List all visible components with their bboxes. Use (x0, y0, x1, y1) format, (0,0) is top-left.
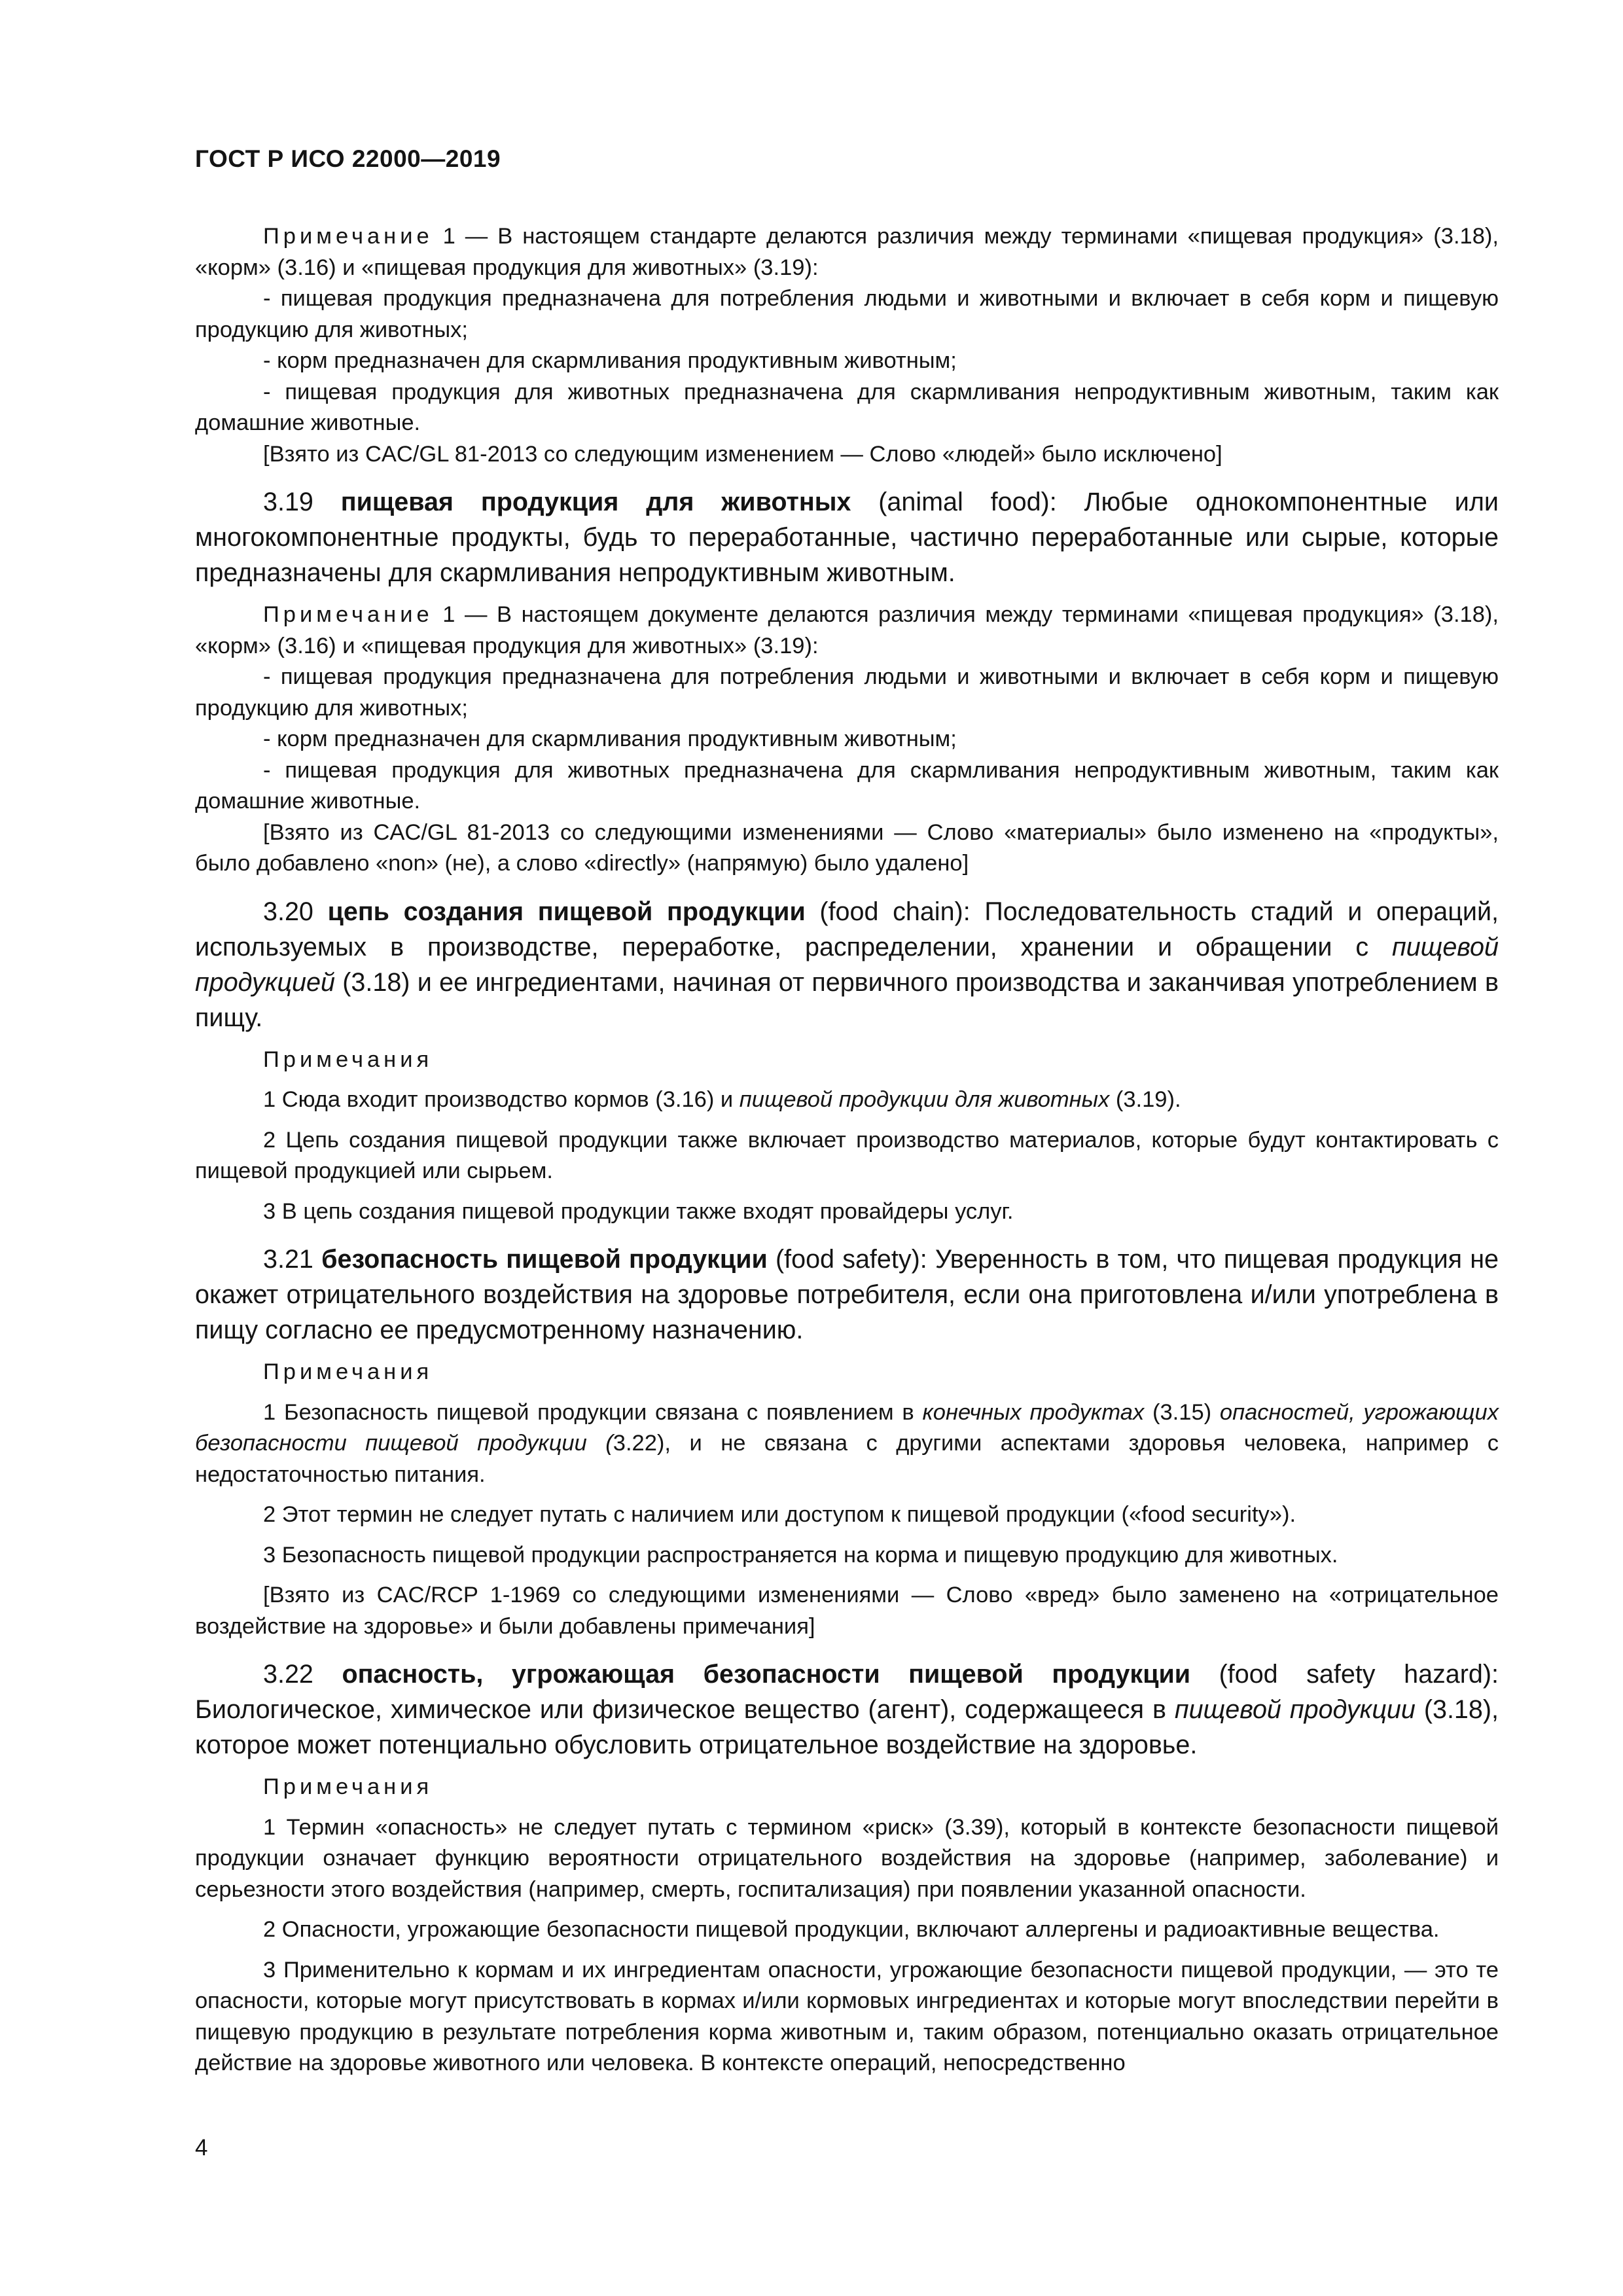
note-item: 3 Безопасность пищевой продукции распространяется на корма и пищевую продукцию для животных. (263, 1542, 1338, 1568)
note-bullet: - пищевая продукция предназначена для потребления людьми и животными и включает в себя корм и пищевую продукцию для животных; (195, 664, 1499, 721)
note-item: 3 Применительно к кормам и их ингредиентам опасности, угрожающие безопасности пищевой продукции, — это те опасности, которые могут присутствовать в кормах и/или кормовых ингредиентах и которые могут впоследствии перейти в пищевую продукцию в результате потребления корма животным и, таким образом, потенциально оказать отрицательное действие на здоровье животного или человека. В контексте операций, непосредственно (195, 1957, 1499, 2075)
term-english: (animal food) (878, 488, 1050, 516)
note-item: 3 В цепь создания пищевой продукции также входят провайдеры услуг. (263, 1198, 1014, 1224)
notes-header: Примечания (263, 1047, 433, 1072)
note-3-19 (195, 600, 1499, 880)
note-label: Примечание (263, 224, 433, 249)
note-item (195, 1085, 1499, 1116)
term-english: (food safety hazard) (1219, 1660, 1492, 1689)
note-text: 1 — В настоящем документе делаются различия между терминами «пищевая продукция» (3.18), «корм» (3.16) и «пищевая продукция для животных» (3.19): (195, 602, 1499, 658)
note-bullet: - корм предназначен для скармливания продуктивным животным; (263, 348, 957, 373)
note-paragraph (195, 221, 1499, 283)
note-item: 2 Этот термин не следует путать с наличием или доступом к пищевой продукции («food security»). (263, 1502, 1296, 1527)
note-text: 1 Безопасность пищевой продукции связана с появлением в (263, 1399, 923, 1425)
note-item (195, 1397, 1499, 1491)
term-reference: опасностей, угрожающих безопасности пищевой продукции ( (195, 1399, 1499, 1456)
notes-header: Примечания (263, 1774, 433, 1799)
note-item: 2 Цепь создания пищевой продукции также включает производство материалов, которые будут контактировать с пищевой продукцией или сырьем. (195, 1127, 1499, 1183)
term-english: (food chain) (819, 897, 963, 926)
note-text: (3.15) (1144, 1399, 1220, 1425)
term-number: 3.20 (263, 897, 313, 926)
term-title: безопасность пищевой продукции (321, 1245, 768, 1274)
term-title: опасность, угрожающая безопасности пищевой продукции (342, 1660, 1191, 1689)
note-text: 1 Сюда входит производство кормов (3.16) и (263, 1087, 740, 1112)
note-text: 1 — В настоящем стандарте делаются различия между терминами «пищевая продукция» (3.18), «корм» (3.16) и «пищевая продукция для животных» (3.19): (195, 224, 1499, 280)
term-reference: пищевой продукции для животных (739, 1087, 1110, 1112)
term-3-22 (195, 1657, 1499, 1763)
note-label: Примечание (263, 602, 433, 627)
term-number: 3.21 (263, 1245, 313, 1274)
term-3-20 (195, 894, 1499, 1035)
source-reference: [Взято из CAC/GL 81-2013 со следующими изменениями — Слово «материалы» было изменено на «продукты», было добавлено «non» (не), а слово «directly» (напрямую) было удалено] (195, 819, 1499, 876)
term-number: 3.22 (263, 1660, 313, 1689)
note-paragraph (195, 600, 1499, 662)
note-item: 2 Опасности, угрожающие безопасности пищевой продукции, включают аллергены и радиоактивные вещества. (263, 1917, 1440, 1942)
note-bullet: - пищевая продукция предназначена для потребления людьми и животными и включает в себя корм и пищевую продукцию для животных; (195, 286, 1499, 342)
term-definition: : Биологическое, химическое или физическое вещество (агент), содержащееся в (195, 1660, 1499, 1724)
page-number: 4 (195, 2135, 208, 2161)
source-reference: [Взято из CAC/GL 81-2013 со следующим изменением — Слово «людей» было исключено] (263, 441, 1222, 467)
note-text: 3.22), и не связана с другими аспектами здоровья человека, например с недостаточностью питания. (195, 1431, 1499, 1487)
document-body (195, 221, 1499, 2089)
term-english: (food safety) (775, 1245, 920, 1274)
note-text: (3.19). (1109, 1087, 1181, 1112)
term-reference: пищевой продукцией (195, 932, 1499, 997)
term-definition: : Последовательность стадий и операций, используемых в производстве, переработке, распределении, хранении и обращении с (195, 897, 1499, 961)
note-bullet: - пищевая продукция для животных предназначена для скармливания непродуктивным животным, таким как домашние животные. (195, 379, 1499, 435)
term-definition-end: (3.18), которое может потенциально обусловить отрицательное воздействие на здоровье. (195, 1695, 1499, 1759)
term-number: 3.19 (263, 488, 313, 516)
note-bullet: - корм предназначен для скармливания продуктивным животным; (263, 726, 957, 751)
term-definition-end: (3.18) и ее ингредиентами, начиная от первичного производства и заканчивая употреблением в пищу. (195, 967, 1499, 1032)
source-reference: [Взято из CAC/RCP 1-1969 со следующими изменениями — Слово «вред» было заменено на «отрицательное воздействие на здоровье» и были добавлены примечания] (195, 1583, 1499, 1639)
term-reference: конечных продуктах (922, 1399, 1145, 1425)
term-3-19 (195, 484, 1499, 590)
document-header: ГОСТ Р ИСО 22000—2019 (195, 145, 501, 172)
term-3-21 (195, 1242, 1499, 1348)
term-reference: пищевой продукции (1174, 1695, 1416, 1724)
note-item: 1 Термин «опасность» не следует путать с термином «риск» (3.39), который в контексте безопасности пищевой продукции означает функцию вероятности отрицательного воздействия на здоровье (например, заболевание) и серьезности этого воздействия (например, смерть, госпитализация) при появлении указанной опасности. (195, 1814, 1499, 1902)
term-title: пищевая продукция для животных (340, 488, 851, 516)
note-bullet: - пищевая продукция для животных предназначена для скармливания непродуктивным животным, таким как домашние животные. (195, 757, 1499, 814)
note-3-18 (195, 221, 1499, 470)
notes-header: Примечания (263, 1359, 433, 1384)
term-definition: : Уверенность в том, что пищевая продукция не окажет отрицательного воздействия на здоровье потребителя, если она приготовлена и/или употреблена в пищу согласно ее предусмотренному назначению. (195, 1245, 1499, 1344)
term-title: цепь создания пищевой продукции (327, 897, 806, 926)
term-definition: : Любые однокомпонентные или многокомпонентные продукты, будь то переработанные, частично переработанные или сырые, которые предназначены для скармливания непродуктивным животным. (195, 488, 1499, 587)
